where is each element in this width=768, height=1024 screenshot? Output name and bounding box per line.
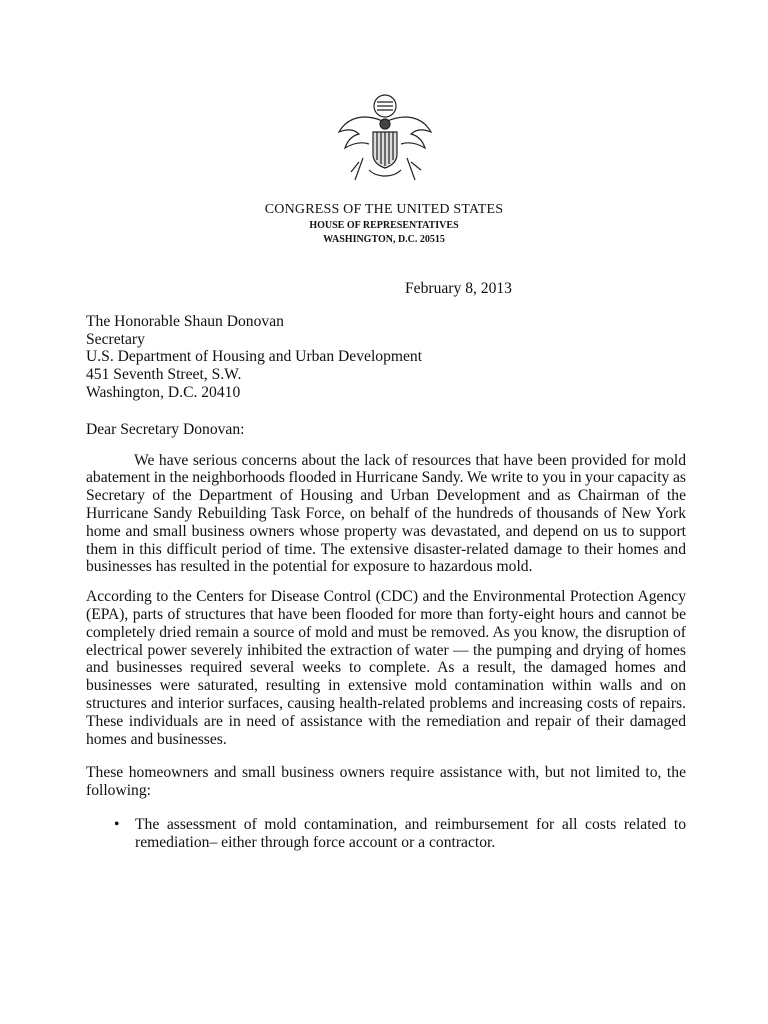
paragraph-line: electrical power severely inhibited the extraction of water — the pumping and drying of homes	[86, 641, 686, 659]
letterhead-address: WASHINGTON, D.C. 20515	[323, 234, 445, 245]
bullet-icon: •	[114, 815, 120, 833]
paragraph-line: home and small business owners whose property was devastated, and depend on us to support	[86, 522, 686, 540]
paragraph-1	[86, 452, 686, 577]
paragraph-line: businesses were saturated, resulting in extensive mold contamination within walls and on	[86, 677, 686, 695]
paragraph-line: These homeowners and small business owners require assistance with, but not limited to, the	[86, 764, 686, 782]
bullet-text	[135, 816, 686, 852]
bullet-item	[114, 816, 686, 852]
letterhead-title: CONGRESS OF THE UNITED STATES	[264, 202, 504, 217]
recipient-line: Washington, D.C. 20410	[86, 383, 241, 401]
paragraph-line: These individuals are in need of assistance with the remediation and repair of their damaged	[86, 712, 686, 730]
recipient-line: 451 Seventh Street, S.W.	[86, 366, 242, 384]
paragraph-line: According to the Centers for Disease Control (CDC) and the Environmental Protection Agency	[86, 588, 686, 606]
paragraph-line: Hurricane Sandy Rebuilding Task Force, on behalf of the hundreds of thousands of New York	[86, 504, 686, 522]
bullet-line: The assessment of mold contamination, and reimbursement for all costs related to	[135, 815, 686, 833]
paragraph-line: (EPA), parts of structures that have been flooded for more than forty-eight hours and cannot be	[86, 605, 686, 623]
letter-body	[86, 280, 686, 852]
paragraph-2	[86, 588, 686, 748]
house-seal-logo	[333, 92, 437, 188]
paragraph-line: structures and interior surfaces, causing health-related problems and increasing costs of repairs.	[86, 694, 686, 712]
paragraph-line: and businesses required several weeks to complete. As a result, the damaged homes and	[86, 659, 686, 677]
paragraph-line: them in this difficult period of time. The extensive disaster-related damage to their homes and	[86, 540, 686, 558]
paragraph-line: following:	[86, 782, 151, 800]
bullet-line: remediation– either through force account or a contractor.	[135, 833, 496, 851]
letterhead-subtitle: HOUSE OF REPRESENTATIVES	[309, 220, 459, 231]
recipient-line: U.S. Department of Housing and Urban Development	[86, 348, 423, 366]
salutation: Dear Secretary Donovan:	[86, 420, 245, 438]
paragraph-line: abatement in the neighborhoods flooded in Hurricane Sandy. We write to you in your capacity as	[86, 469, 686, 487]
recipient-address	[86, 313, 686, 402]
paragraph-line: We have serious concerns about the lack of resources that have been provided for mold	[134, 451, 686, 469]
paragraph-line: completely dried remain a source of mold and must be removed. As you know, the disruption of	[86, 623, 686, 641]
paragraph-line: businesses has resulted in the potential for exposure to hazardous mold.	[86, 558, 533, 576]
paragraph-3	[86, 764, 686, 800]
paragraph-line: homes and businesses.	[86, 730, 227, 748]
paragraph-line: Secretary of the Department of Housing and Urban Development and as Chairman of the	[86, 487, 686, 505]
recipient-line: Secretary	[86, 330, 145, 348]
recipient-line: The Honorable Shaun Donovan	[86, 312, 284, 330]
letter-date: February 8, 2013	[405, 280, 512, 297]
